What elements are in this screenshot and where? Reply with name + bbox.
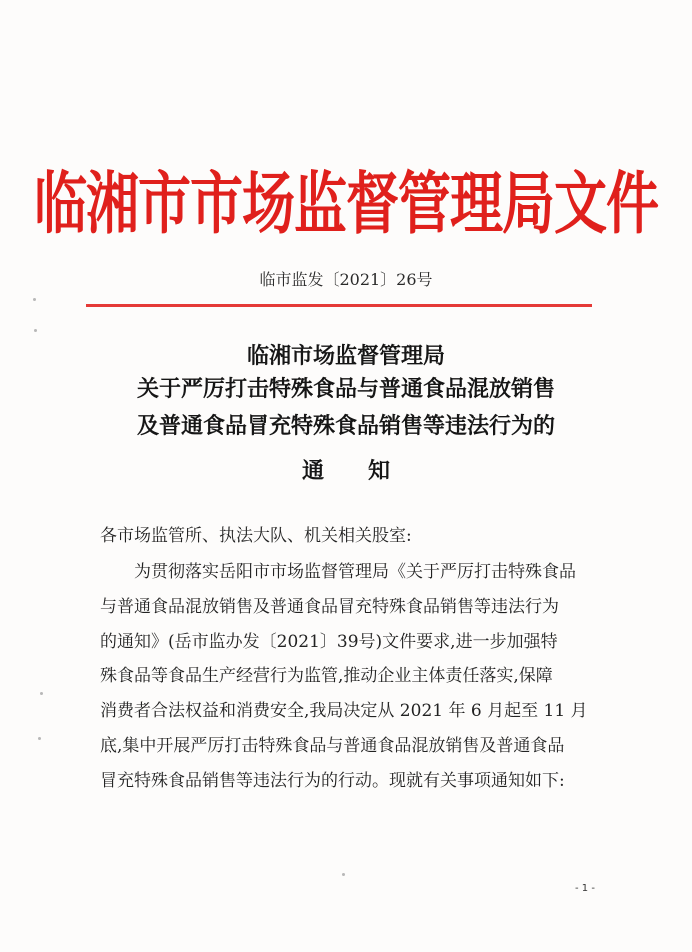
page-number: - 1 - (575, 883, 595, 894)
paragraph-line: 殊食品等食品生产经营行为监管,推动企业主体责任落实,保障 (100, 666, 553, 686)
document-header-title: 临湘市市场监督管理局文件 (34, 164, 658, 244)
notice-title-char-1: 通 (301, 458, 324, 484)
red-divider-line (86, 304, 592, 307)
scan-speck (34, 329, 37, 332)
scan-speck (38, 737, 41, 740)
notice-title-line-4 (0, 454, 692, 485)
paragraph-line: 与普通食品混放销售及普通食品冒充特殊食品销售等违法行为 (100, 597, 559, 617)
document-number: 临市监发〔2021〕26号 (259, 270, 433, 289)
salutation: 各市场监管所、执法大队、机关相关股室: (100, 526, 412, 546)
scan-speck (40, 692, 43, 695)
notice-title-line-1: 临湘市场监督管理局 (246, 343, 445, 369)
notice-title-char-2: 知 (368, 458, 391, 484)
paragraph-line: 为贯彻落实岳阳市市场监督管理局《关于严厉打击特殊食品 (134, 562, 576, 582)
paragraph-line: 底,集中开展严厉打击特殊食品与普通食品混放销售及普通食品 (100, 736, 565, 756)
paragraph-line: 消费者合法权益和消费安全,我局决定从 2021 年 6 月起至 11 月 (100, 701, 588, 721)
notice-title-line-3: 及普通食品冒充特殊食品销售等违法行为的 (136, 413, 555, 439)
scan-speck (33, 298, 36, 301)
scan-speck (342, 873, 345, 876)
paragraph-line: 冒充特殊食品销售等违法行为的行动。现就有关事项通知如下: (100, 771, 565, 791)
notice-title-line-2: 关于严厉打击特殊食品与普通食品混放销售 (136, 376, 555, 402)
paragraph-line: 的通知》(岳市监办发〔2021〕39号)文件要求,进一步加强特 (100, 632, 558, 652)
